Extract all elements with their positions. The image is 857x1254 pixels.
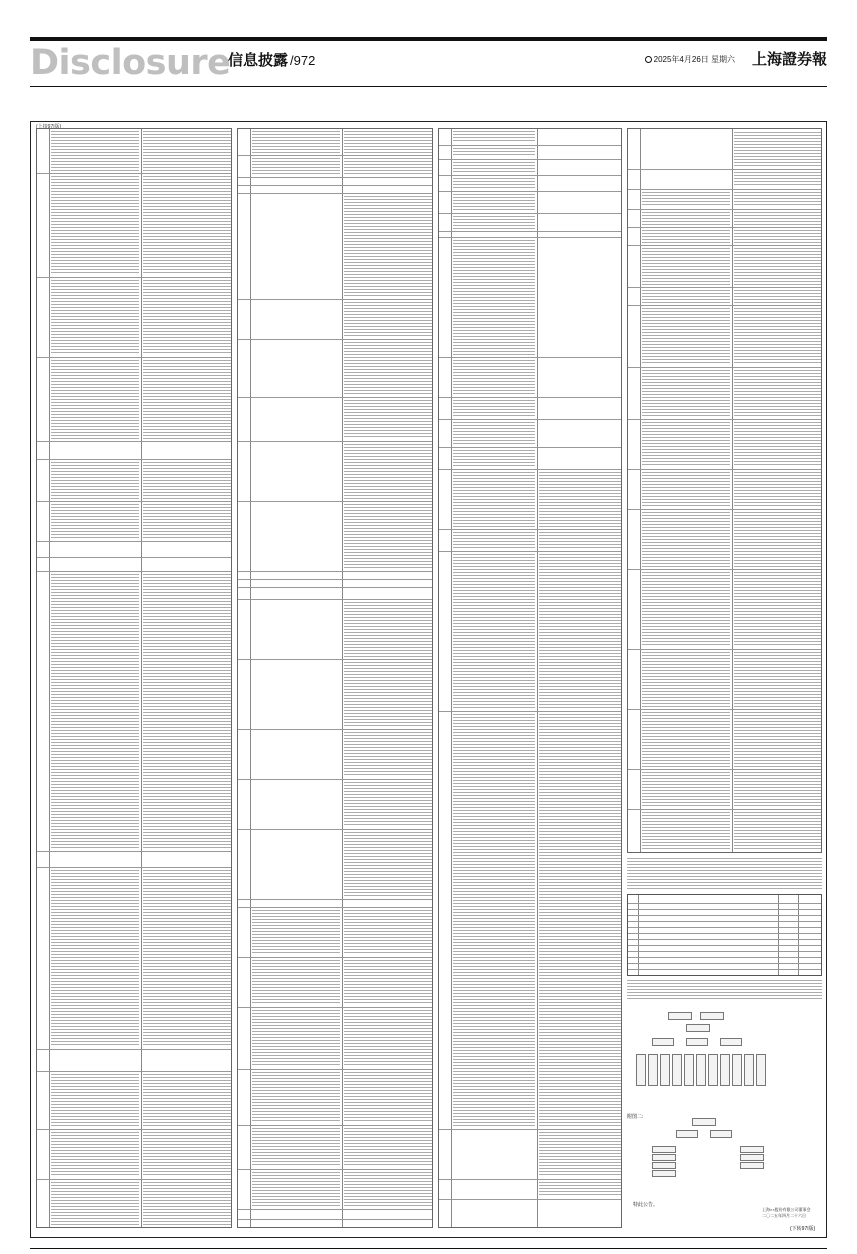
text-block	[453, 178, 535, 189]
row-divider	[628, 957, 821, 958]
text-block	[642, 290, 730, 303]
row-divider	[238, 193, 432, 194]
text-block	[734, 712, 821, 767]
text-block	[344, 444, 432, 499]
text-block	[734, 248, 821, 285]
text-block	[143, 360, 231, 439]
text-block	[642, 192, 730, 207]
row-divider	[238, 779, 432, 780]
text-block	[539, 532, 621, 549]
org-chart-node	[652, 1170, 676, 1177]
row-divider	[37, 357, 231, 358]
row-divider	[628, 227, 821, 228]
column-4	[627, 128, 822, 853]
text-block	[642, 422, 730, 467]
text-block	[252, 1010, 340, 1067]
org-chart-node	[676, 1130, 698, 1138]
org-chart-node	[696, 1054, 706, 1086]
text-block	[734, 812, 821, 850]
row-divider	[37, 867, 231, 868]
text-block	[252, 1072, 340, 1123]
row-divider	[628, 939, 821, 940]
column-divider	[49, 129, 50, 1227]
text-block	[143, 1182, 231, 1226]
row-divider	[37, 441, 231, 442]
row-divider	[238, 339, 432, 340]
text-block	[51, 870, 139, 1047]
text-block	[642, 212, 730, 225]
org-chart-node	[686, 1024, 710, 1032]
org-chart-node	[720, 1054, 730, 1086]
text-block	[642, 472, 730, 507]
closing-note: 特此公告。	[633, 1202, 659, 1208]
text-block	[453, 360, 535, 395]
appendix-block	[627, 858, 822, 1033]
row-divider	[238, 829, 432, 830]
signature-date: 二〇二五年四月二十六日	[762, 1213, 806, 1218]
row-divider	[439, 397, 621, 398]
row-divider	[37, 541, 231, 542]
text-block	[51, 176, 139, 275]
row-divider	[238, 1219, 432, 1220]
text-block	[734, 230, 821, 243]
text-block	[734, 308, 821, 365]
org-chart-node	[732, 1054, 742, 1086]
text-block	[642, 230, 730, 243]
row-divider	[238, 441, 432, 442]
text-block	[51, 1132, 139, 1177]
org-chart-node	[710, 1130, 732, 1138]
text-block	[453, 148, 535, 157]
row-divider	[439, 469, 621, 470]
text-block	[143, 462, 231, 499]
row-divider	[238, 957, 432, 958]
text-block	[344, 196, 432, 297]
end-note: (下转97I版)	[790, 1226, 816, 1232]
org-chart-node	[740, 1146, 764, 1153]
text-block	[51, 280, 139, 355]
row-divider	[37, 277, 231, 278]
row-divider	[238, 729, 432, 730]
row-divider	[628, 909, 821, 910]
column-1	[36, 128, 232, 1228]
dateline	[645, 55, 735, 65]
circle-mark-icon	[645, 56, 652, 63]
text-block	[642, 308, 730, 365]
text-block	[51, 504, 139, 539]
row-divider	[439, 191, 621, 192]
text-block	[453, 194, 535, 211]
text-block	[453, 714, 535, 1127]
text-block	[252, 960, 340, 1005]
text-block	[734, 572, 821, 647]
row-divider	[628, 245, 821, 246]
text-block	[344, 400, 432, 439]
text-block	[344, 732, 432, 777]
text-block	[539, 554, 621, 709]
text-block	[252, 1172, 340, 1207]
org-chart-node	[652, 1146, 676, 1153]
org-chart-node	[652, 1038, 674, 1046]
text-block	[344, 1172, 432, 1207]
text-block	[453, 216, 535, 229]
org-chart-node	[684, 1054, 694, 1086]
text-block	[453, 131, 535, 143]
text-block	[344, 662, 432, 727]
row-divider	[238, 397, 432, 398]
text-block	[344, 342, 432, 395]
row-divider	[439, 159, 621, 160]
row-divider	[37, 557, 231, 558]
row-divider	[439, 145, 621, 146]
text-block	[143, 504, 231, 539]
amendment-table-2	[237, 128, 433, 1228]
text-block	[642, 812, 730, 850]
row-divider	[628, 367, 821, 368]
text-block	[734, 370, 821, 417]
row-divider	[628, 809, 821, 810]
text-block	[734, 132, 821, 167]
row-divider	[439, 419, 621, 420]
text-block	[143, 1074, 231, 1127]
column-divider	[141, 129, 142, 1227]
row-divider	[628, 305, 821, 306]
org-chart-node	[652, 1162, 676, 1169]
text-block	[51, 574, 139, 849]
text-block	[252, 158, 340, 175]
row-divider	[238, 599, 432, 600]
text-block	[734, 652, 821, 707]
row-divider	[37, 173, 231, 174]
row-divider	[628, 189, 821, 190]
text-block	[344, 302, 432, 337]
row-divider	[238, 1125, 432, 1126]
row-divider	[628, 963, 821, 964]
amendment-table-3	[438, 128, 622, 1228]
section-title	[228, 51, 315, 70]
text-block	[734, 192, 821, 207]
appendix-table	[627, 894, 822, 976]
text-block	[734, 290, 821, 303]
column-2	[237, 128, 433, 1228]
column-divider	[640, 129, 641, 852]
text-block	[453, 450, 535, 467]
row-divider	[238, 659, 432, 660]
row-divider	[628, 915, 821, 916]
row-divider	[238, 907, 432, 908]
amendment-table-4	[627, 128, 822, 853]
text-block	[453, 554, 535, 709]
row-divider	[238, 155, 432, 156]
text-block	[642, 572, 730, 647]
text-block	[734, 422, 821, 467]
text-block	[344, 131, 432, 153]
text-block	[642, 512, 730, 567]
org-chart-node	[652, 1154, 676, 1161]
row-divider	[628, 933, 821, 934]
row-divider	[628, 649, 821, 650]
row-divider	[238, 1007, 432, 1008]
text-block	[642, 248, 730, 285]
org-chart-node	[756, 1054, 766, 1086]
row-divider	[628, 569, 821, 570]
signature-company: 上海××股份有限公司董事会	[762, 1207, 811, 1212]
row-divider	[628, 903, 821, 904]
text-block	[252, 910, 340, 955]
page-number: /972	[290, 53, 316, 68]
row-divider	[37, 501, 231, 502]
row-divider	[238, 1209, 432, 1210]
text-block	[627, 858, 822, 890]
text-block	[344, 504, 432, 569]
row-divider	[628, 951, 821, 952]
row-divider	[628, 209, 821, 210]
text-block	[642, 370, 730, 417]
row-divider	[37, 1179, 231, 1180]
text-block	[539, 1132, 621, 1177]
text-block	[344, 832, 432, 897]
column-3	[438, 128, 622, 1228]
row-divider	[439, 1129, 621, 1130]
continued-note: (上接97I版)	[36, 124, 62, 130]
org-chart-node	[740, 1162, 764, 1169]
row-divider	[238, 587, 432, 588]
text-block	[344, 602, 432, 657]
row-divider	[37, 571, 231, 572]
row-divider	[238, 299, 432, 300]
row-divider	[439, 1179, 621, 1180]
text-block	[734, 472, 821, 507]
text-block	[344, 782, 432, 827]
row-divider	[238, 185, 432, 186]
chart-label: 附图二:	[627, 1114, 644, 1120]
section-name: 信息披露	[228, 51, 289, 69]
column-divider	[342, 129, 343, 1227]
text-block	[453, 422, 535, 445]
text-block	[143, 131, 231, 171]
text-block	[453, 162, 535, 173]
row-divider	[37, 1049, 231, 1050]
text-block	[539, 1182, 621, 1197]
org-chart-node	[636, 1054, 646, 1086]
org-chart-node	[648, 1054, 658, 1086]
text-block	[143, 1132, 231, 1177]
row-divider	[439, 357, 621, 358]
row-divider	[628, 969, 821, 970]
text-block	[344, 910, 432, 955]
org-chart-node	[660, 1054, 670, 1086]
text-block	[453, 400, 535, 417]
text-block	[51, 131, 139, 171]
text-block	[734, 212, 821, 225]
text-block	[734, 512, 821, 567]
column-divider	[732, 129, 733, 852]
row-divider	[238, 1169, 432, 1170]
column-divider	[537, 129, 538, 1227]
row-divider	[238, 579, 432, 580]
text-block	[627, 980, 822, 1000]
text-block	[51, 462, 139, 499]
text-block	[143, 280, 231, 355]
row-divider	[238, 899, 432, 900]
column-divider	[451, 129, 452, 1227]
text-block	[143, 574, 231, 849]
row-divider	[628, 945, 821, 946]
org-chart-node	[740, 1154, 764, 1161]
row-divider	[439, 1199, 621, 1200]
text-block	[252, 131, 340, 153]
text-block	[539, 472, 621, 527]
text-block	[344, 1128, 432, 1167]
row-divider	[439, 529, 621, 530]
masthead	[30, 41, 827, 85]
row-divider	[628, 927, 821, 928]
text-block	[642, 772, 730, 807]
org-chart-node	[708, 1054, 718, 1086]
row-divider	[628, 769, 821, 770]
row-divider	[238, 571, 432, 572]
text-block	[642, 712, 730, 767]
newspaper-name: 上海證券報	[751, 50, 827, 68]
row-divider	[37, 1071, 231, 1072]
org-chart-node	[672, 1054, 682, 1086]
footer-rule	[30, 1248, 827, 1249]
org-chart-node	[668, 1012, 692, 1020]
row-divider	[628, 419, 821, 420]
row-divider	[238, 177, 432, 178]
row-divider	[628, 169, 821, 170]
org-chart-node	[692, 1118, 716, 1126]
row-divider	[238, 501, 432, 502]
text-block	[143, 870, 231, 1047]
text-block	[453, 240, 535, 355]
row-divider	[439, 231, 621, 232]
row-divider	[628, 509, 821, 510]
text-block	[453, 532, 535, 549]
text-block	[51, 360, 139, 439]
text-block	[344, 960, 432, 1005]
row-divider	[439, 551, 621, 552]
row-divider	[37, 851, 231, 852]
amendment-table-1	[36, 128, 232, 1228]
text-block	[453, 472, 535, 527]
row-divider	[628, 287, 821, 288]
column-divider	[250, 129, 251, 1227]
text-block	[51, 1182, 139, 1226]
org-chart-node	[744, 1054, 754, 1086]
row-divider	[37, 459, 231, 460]
brand-logo: Disclosure	[30, 43, 231, 83]
text-block	[143, 176, 231, 275]
text-block	[344, 1072, 432, 1123]
org-chart-node	[720, 1038, 742, 1046]
text-block	[539, 714, 621, 1127]
row-divider	[628, 709, 821, 710]
row-divider	[439, 175, 621, 176]
row-divider	[439, 237, 621, 238]
org-chart-node	[686, 1038, 708, 1046]
issue-date: 2025年4月26日 星期六	[653, 55, 735, 64]
text-block	[344, 1010, 432, 1067]
text-block	[642, 652, 730, 707]
row-divider	[439, 711, 621, 712]
masthead-bottom-rule	[30, 86, 827, 87]
row-divider	[628, 469, 821, 470]
row-divider	[37, 1129, 231, 1130]
text-block	[734, 172, 821, 187]
row-divider	[238, 1069, 432, 1070]
text-block	[344, 158, 432, 175]
row-divider	[439, 447, 621, 448]
text-block	[734, 772, 821, 807]
text-block	[252, 1128, 340, 1167]
row-divider	[628, 921, 821, 922]
row-divider	[439, 213, 621, 214]
org-chart-node	[700, 1012, 724, 1020]
text-block	[51, 1074, 139, 1127]
